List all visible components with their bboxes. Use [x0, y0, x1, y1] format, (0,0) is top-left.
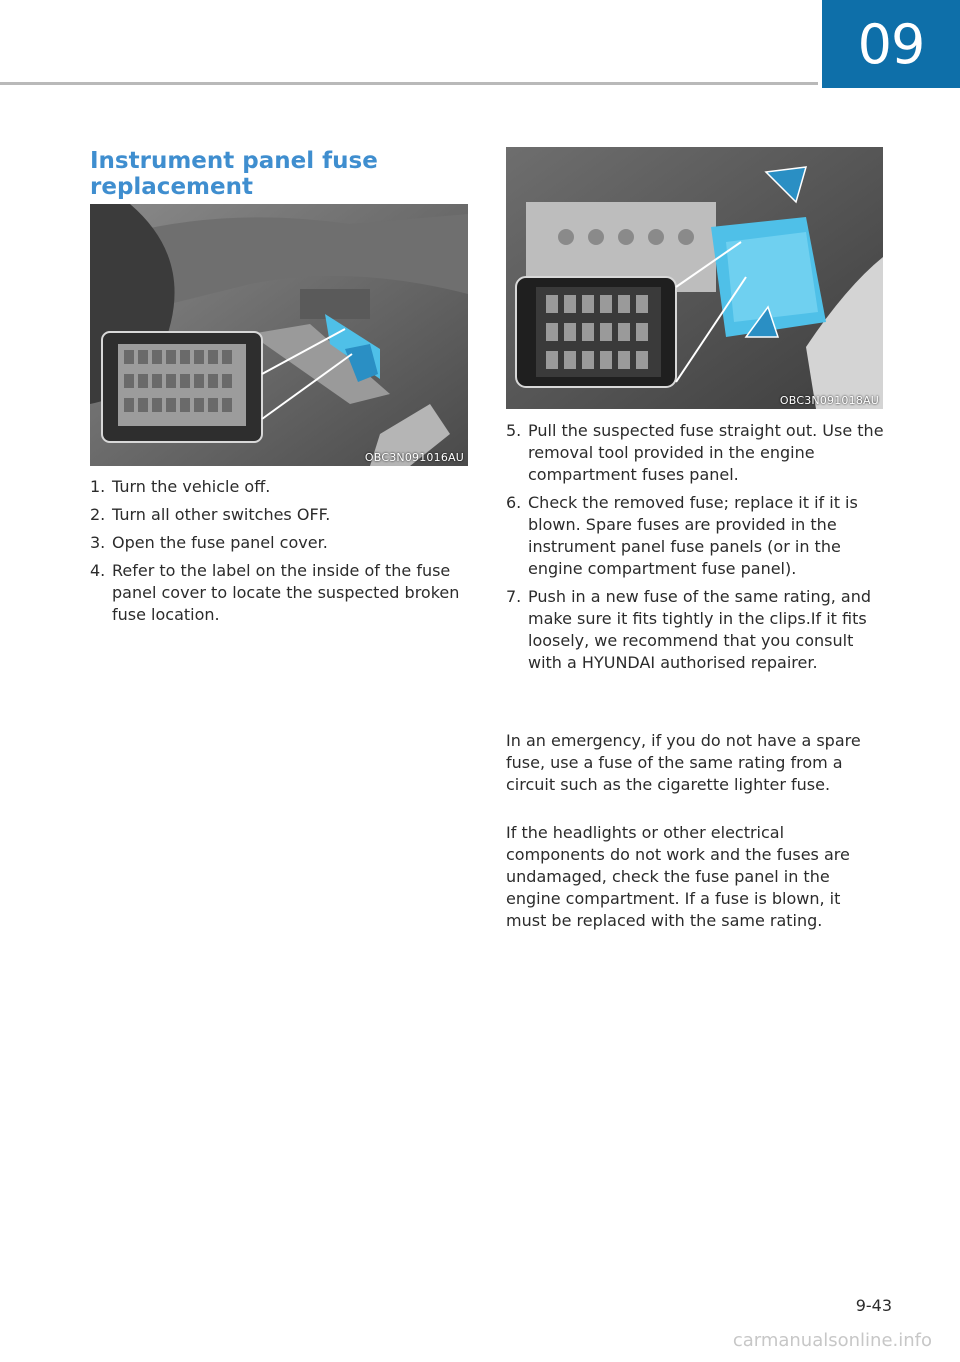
step-text: Turn the vehicle off. [112, 477, 271, 496]
chapter-number: 09 [857, 12, 925, 76]
step-number: 5. [506, 421, 522, 440]
step-number: 6. [506, 493, 522, 512]
figure-caption-right: OBC3N091018AU [779, 394, 879, 407]
step-number: 4. [90, 561, 106, 580]
step-text: Open the fuse panel cover. [112, 533, 328, 552]
paragraph-headlights: If the headlights or other electrical components do not work and the fuses are undamaged, check the fuse panel in the engine compartment. If a fuse is blown, it must be replaced with the same rating. [506, 823, 850, 930]
step-text: Refer to the label on the inside of the fuse panel cover to locate the suspected broken fuse location. [112, 561, 460, 624]
step-text: Turn all other switches OFF. [112, 505, 331, 524]
engine-compartment-fuse-photo [506, 147, 883, 409]
step-item [90, 504, 470, 526]
chapter-tab [822, 0, 960, 88]
step-item [506, 492, 886, 580]
step-number: 2. [90, 505, 106, 524]
watermark: carmanualsonline.info [732, 1330, 932, 1351]
figure-caption-left: OBC3N091016AU [364, 451, 464, 464]
steps-list-right [506, 420, 886, 680]
step-item [506, 586, 886, 674]
paragraph-emergency: In an emergency, if you do not have a spare fuse, use a fuse of the same rating from a circuit such as the cigarette lighter fuse. [506, 731, 861, 794]
step-item [506, 420, 886, 486]
step-text: Check the removed fuse; replace it if it is blown. Spare fuses are provided in the instrument panel fuse panels (or in the engine compartment fuse panel). [528, 493, 858, 578]
step-item [90, 532, 470, 554]
page-number: 9-43 [855, 1296, 892, 1315]
step-number: 3. [90, 533, 106, 552]
engine-compartment-illustration [506, 147, 883, 409]
step-text: Pull the suspected fuse straight out. Use the removal tool provided in the engine compartment fuses panel. [528, 421, 884, 484]
step-number: 7. [506, 587, 522, 606]
step-item [90, 560, 470, 626]
step-text: Push in a new fuse of the same rating, and make sure it fits tightly in the clips.If it fits loosely, we recommend that you consult with a HYUNDAI authorised repairer. [528, 587, 872, 672]
step-item [90, 476, 470, 498]
header-rule [0, 82, 818, 85]
section-title: Instrument panel fuse replacement [90, 148, 378, 200]
steps-list-left [90, 476, 470, 632]
step-number: 1. [90, 477, 106, 496]
instrument-panel-fuse-photo [90, 204, 468, 466]
instrument-panel-illustration [90, 204, 468, 466]
